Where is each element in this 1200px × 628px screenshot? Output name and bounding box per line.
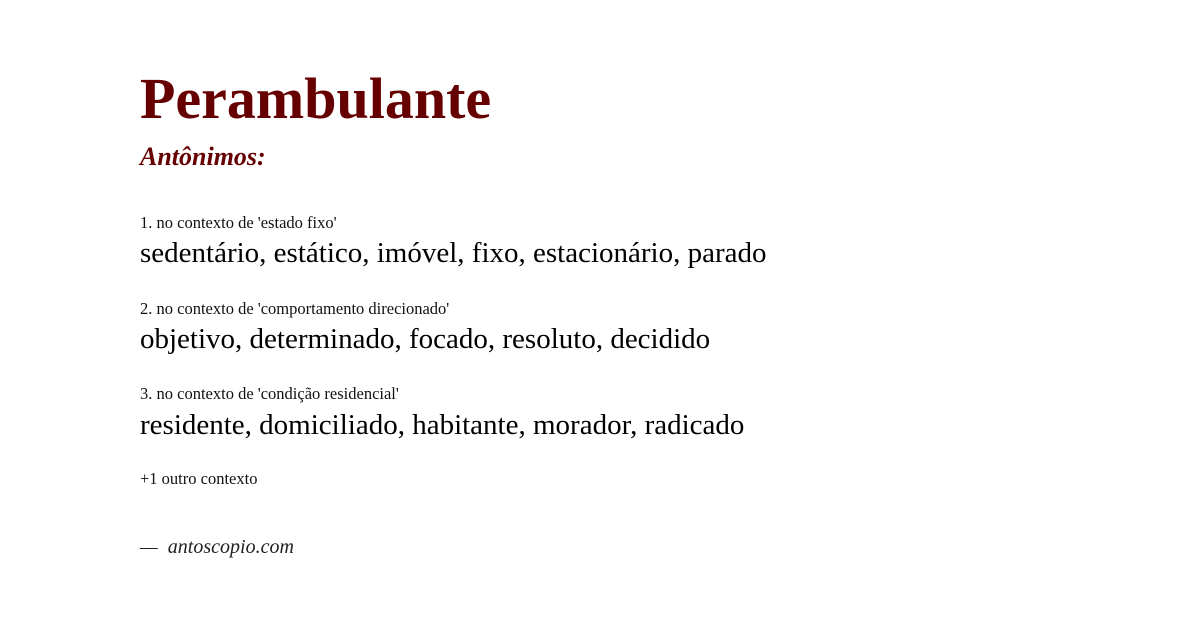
more-contexts-note: +1 outro contexto <box>140 469 258 489</box>
senses-list <box>140 212 1060 443</box>
list-item <box>140 298 1060 358</box>
sense-context-label: 2. no contexto de 'comportamento direcionado' <box>140 298 450 318</box>
source-domain: antoscopio.com <box>167 536 294 559</box>
sense-synonyms: residente, domiciliado, habitante, morador, radicado <box>140 408 745 441</box>
list-item <box>140 383 1060 443</box>
sense-synonyms: objetivo, determinado, focado, resoluto, decidido <box>140 323 711 356</box>
list-item <box>140 212 1060 272</box>
em-dash: — <box>140 536 158 559</box>
sense-context-label: 1. no contexto de 'estado fixo' <box>140 213 337 232</box>
section-subtitle: Antônimos: <box>140 142 266 171</box>
page-title: Perambulante <box>140 66 492 131</box>
sense-synonyms: sedentário, estático, imóvel, fixo, estacionário, parado <box>140 237 767 270</box>
sense-context-label: 3. no contexto de 'condição residencial' <box>140 384 399 404</box>
source-attribution <box>140 536 1060 559</box>
